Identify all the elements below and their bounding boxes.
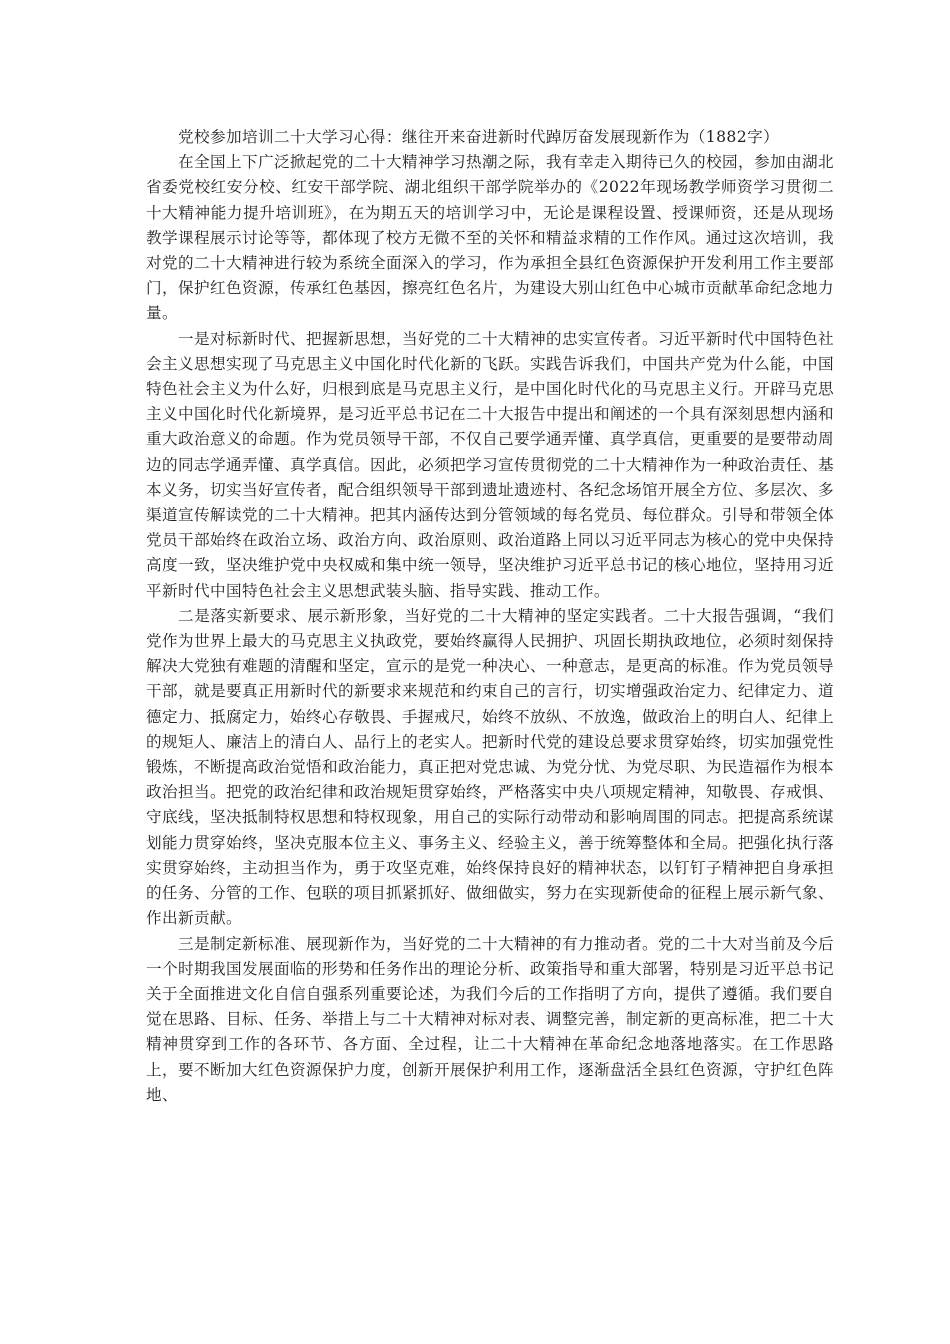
- document-page: [146, 125, 834, 1108]
- document-title: 党校参加培训二十大学习心得：继往开来奋进新时代踔厉奋发展现新作为（1882字）: [178, 128, 780, 146]
- paragraph-point-one: 一是对标新时代、把握新思想，当好党的二十大精神的忠实宣传者。习近平新时代中国特色社会主义思想实现了马克思主义中国化时代化新的飞跃。实践告诉我们，中国共产党为什么能，中国特色社会主义为什么好，归根到底是马克思主义行，是中国化时代化的马克思主义行。开辟马克思主义中国化时代化新境界，是习近平总书记在二十大报告中提出和阐述的一个具有深刻思想内涵和重大政治意义的命题。作为党员领导干部，不仅自己要学通弄懂、真学真信，更重要的是要带动周边的同志学通弄懂、真学真信。因此，必须把学习宣传贯彻党的二十大精神作为一种政治责任、基本义务，切实当好宣传者，配合组织领导干部到遗址遗迹村、各纪念场馆开展全方位、多层次、多渠道宣传解读党的二十大精神。把其内涵传达到分管领域的每名党员、每位群众。引导和带领全体党员干部始终在政治立场、政治方向、政治原则、政治道路上同以习近平同志为核心的党中央保持高度一致，坚决维护党中央权威和集中统一领导，坚决维护习近平总书记的核心地位，坚持用习近平新时代中国特色社会主义思想武装头脑、指导实践、推动工作。: [146, 329, 834, 600]
- paragraph-point-two: 二是落实新要求、展示新形象，当好党的二十大精神的坚定实践者。二十大报告强调，“我们党作为世界上最大的马克思主义执政党，要始终赢得人民拥护、巩固长期执政地位，必须时刻保持解决大党独有难题的清醒和坚定，宣示的是党一种决心、一种意志，是更高的标准。作为党员领导干部，就是要真正用新时代的新要求来规范和约束自己的言行，切实增强政治定力、纪律定力、道德定力、抵腐定力，始终心存敬畏、手握戒尺，始终不放纵、不放逸，做政治上的明白人、纪律上的规矩人、廉洁上的清白人、品行上的老实人。把新时代党的建设总要求贯穿始终，切实加强党性锻炼，不断提高政治觉悟和政治能力，真正把对党忠诚、为党分忧、为党尽职、为民造福作为根本政治担当。把党的政治纪律和政治规矩贯穿始终，严格落实中央八项规定精神，知敬畏、存戒惧、守底线，坚决抵制特权思想和特权现象，用自己的实际行动带动和影响周围的同志。把提高系统谋划能力贯穿始终，坚决克服本位主义、事务主义、经验主义，善于统筹整体和全局。把强化执行落实贯穿始终，主动担当作为，勇于攻坚克难，始终保持良好的精神状态，以钉钉子精神把自身承担的任务、分管的工作、包联的项目抓紧抓好、做细做实，努力在实现新使命的征程上展示新气象、作出新贡献。: [146, 606, 834, 928]
- paragraph-point-three: 三是制定新标准、展现新作为，当好党的二十大精神的有力推动者。党的二十大对当前及今后一个时期我国发展面临的形势和任务作出的理论分析、政策指导和重大部署，特别是习近平总书记关于全面推进文化自信自强系列重要论述，为我们今后的工作指明了方向，提供了遵循。我们要自觉在思路、目标、任务、举措上与二十大精神对标对表、调整完善，制定新的更高标准，把二十大精神贯穿到工作的各环节、各方面、全过程，让二十大精神在革命纪念地落地落实。在工作思路上，要不断加大红色资源保护力度，创新开展保护利用工作，逐渐盘活全县红色资源，守护红色阵地、: [146, 934, 834, 1104]
- paragraph-intro: 在全国上下广泛掀起党的二十大精神学习热潮之际，我有幸走入期待已久的校园，参加由湖北省委党校红安分校、红安干部学院、湖北组织干部学院举办的《2022年现场教学师资学习贯彻二十大精神能力提升培训班》，在为期五天的培训学习中，无论是课程设置、授课师资，还是从现场教学课程展示讨论等等，都体现了校方无微不至的关怀和精益求精的工作作风。通过这次培训，我对党的二十大精神进行较为系统全面深入的学习，作为承担全县红色资源保护开发利用工作主要部门，保护红色资源，传承红色基因，擦亮红色名片，为建设大别山红色中心城市贡献革命纪念地力量。: [146, 153, 834, 323]
